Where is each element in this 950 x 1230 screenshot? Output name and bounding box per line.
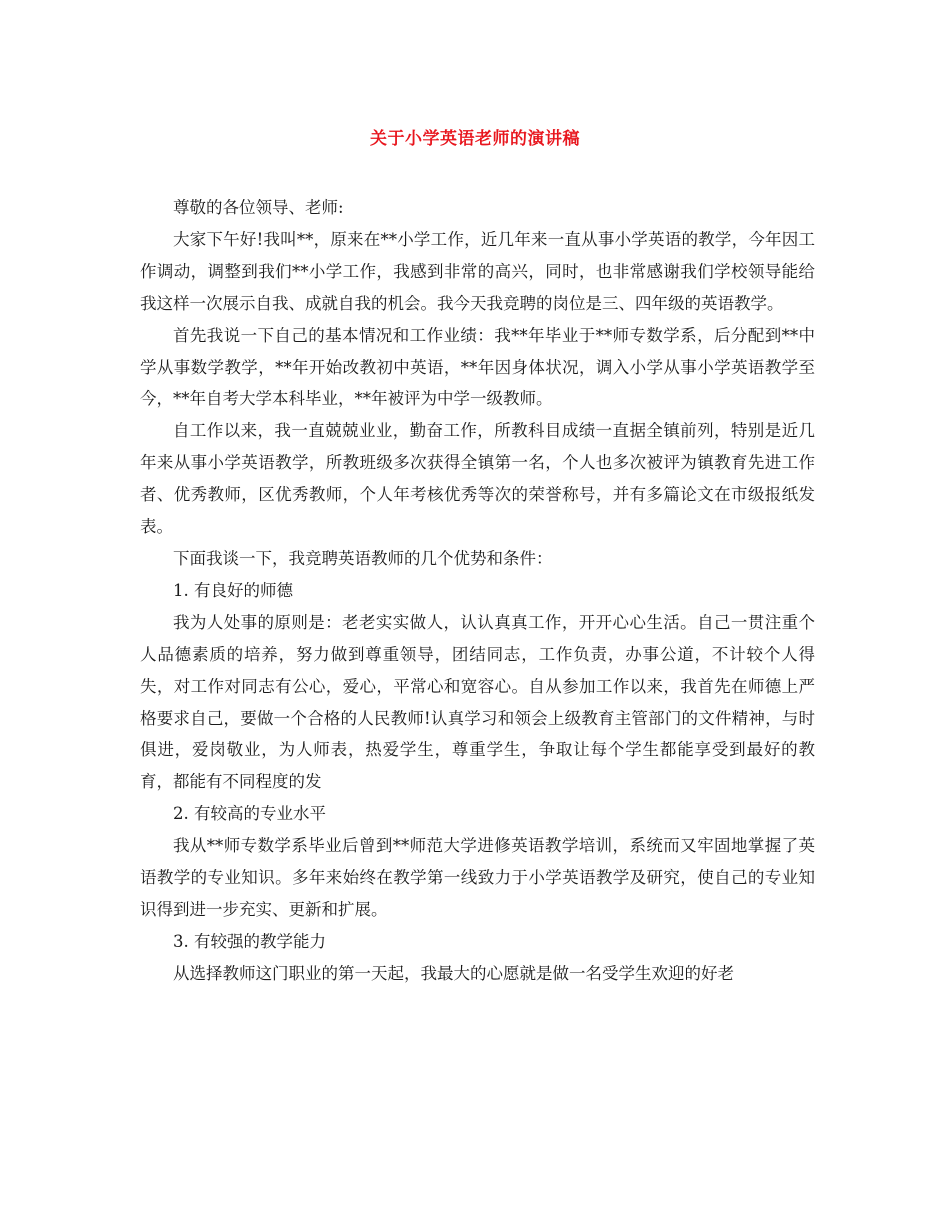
document-body bbox=[140, 192, 815, 990]
paragraph-expertise: 我从**师专数学系毕业后曾到**师范大学进修英语教学培训，系统而又牢固地掌握了英语教学的专业知识。多年来始终在教学第一线致力于小学英语教学及研究，使自己的专业知识得到进一步充实、更新和扩展。 bbox=[140, 836, 815, 919]
document-title: 关于小学英语老师的演讲稿 bbox=[370, 129, 580, 149]
section-heading-2: 2. 有较高的专业水平 bbox=[173, 804, 326, 824]
paragraph-background: 首先我说一下自己的基本情况和工作业绩：我**年毕业于**师专数学系，后分配到**中学从事数学教学，**年开始改教初中英语，**年因身体状况，调入小学从事小学英语教学至今，**年自考大学本科毕业，**年被评为中学一级教师。 bbox=[140, 325, 815, 409]
paragraph-greeting: 尊敬的各位领导、老师: bbox=[173, 198, 344, 217]
section-heading-1: 1. 有良好的师德 bbox=[173, 580, 293, 600]
paragraph-achievements: 自工作以来，我一直兢兢业业，勤奋工作，所教科目成绩一直据全镇前列，特别是近几年来从事小学英语教学，所教班级多次获得全镇第一名，个人也多次被评为镇教育先进工作者、优秀教师，区优秀教师，个人年考核优秀等次的荣誉称号，并有多篇论文在市级报纸发表。 bbox=[140, 421, 815, 537]
paragraph-teaching-ability: 从选择教师这门职业的第一天起，我最大的心愿就是做一名受学生欢迎的好老 bbox=[173, 963, 734, 983]
paragraph-advantages-intro: 下面我谈一下，我竞聘英语教师的几个优势和条件： bbox=[173, 548, 553, 568]
paragraph-intro: 大家下午好!我叫**，原来在**小学工作，近几年来一直从事小学英语的教学，今年因工作调动，调整到我们**小学工作，我感到非常的高兴，同时，也非常感谢我们学校领导能给我这样一次展示自我、成就自我的机会。我今天我竞聘的岗位是三、四年级的英语教学。 bbox=[140, 229, 815, 313]
section-heading-3: 3. 有较强的教学能力 bbox=[173, 931, 326, 951]
paragraph-ethics: 我为人处事的原则是：老老实实做人，认认真真工作，开开心心生活。自己一贯注重个人品德素质的培养，努力做到尊重领导，团结同志，工作负责，办事公道，不计较个人得失，对工作对同志有公心，爱心，平常心和宽容心。自从参加工作以来，我首先在师德上严格要求自己，要做一个合格的人民教师!认真学习和领会上级教育主管部门的文件精神，与时俱进，爱岗敬业，为人师表，热爱学生，尊重学生，争取让每个学生都能享受到最好的教育，都能有不同程度的发 bbox=[140, 612, 815, 792]
